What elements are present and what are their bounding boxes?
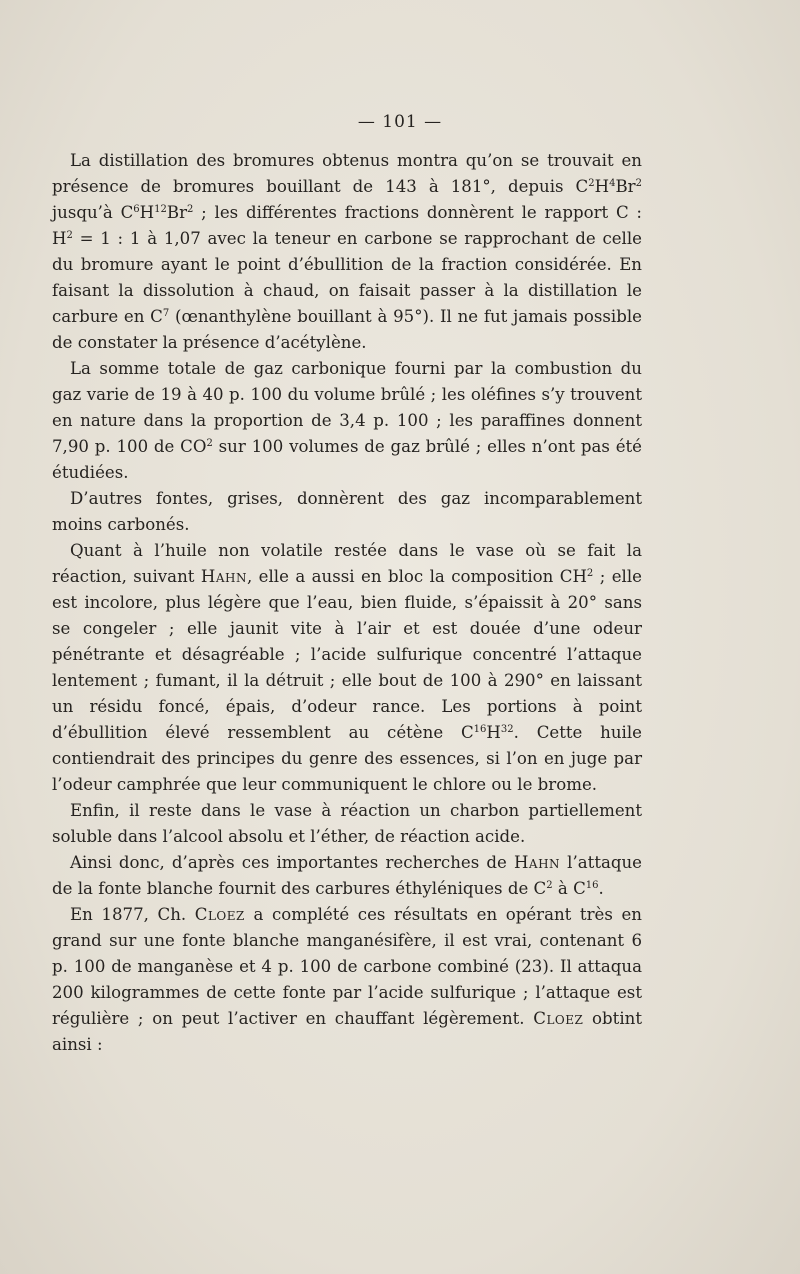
text-run: En 1877, Ch.	[70, 905, 195, 924]
text-run: obtint ainsi :	[52, 1009, 643, 1054]
page-number: — 101 —	[357, 112, 443, 132]
superscript: 2	[588, 178, 595, 189]
text-run: Br	[166, 203, 188, 222]
superscript: 32	[500, 724, 514, 735]
text-run: H	[594, 177, 610, 196]
author-name: Hahn	[200, 567, 247, 586]
superscript: 2	[546, 880, 553, 891]
text-run: .	[598, 879, 604, 898]
text-run: à C	[552, 879, 586, 898]
author-name: Cloez	[533, 1009, 584, 1028]
text-run: = 1 : 1 à 1,07 avec la teneur en carbone se rapprochant de celle du bromure ayant le point d’ébullition de la fraction considérée. En faisant la dissolution à chaud, on faisait passer à la distillation le carbure en C	[52, 229, 642, 326]
superscript: 2	[206, 438, 213, 449]
superscript: 16	[473, 724, 487, 735]
superscript: 2	[66, 230, 73, 241]
paragraph	[52, 538, 642, 798]
superscript: 4	[609, 178, 616, 189]
paragraph	[52, 486, 642, 538]
text-run: sur 100 volumes de gaz brûlé ; elles n’ont pas été étudiées.	[52, 437, 643, 482]
superscript: 2	[635, 178, 642, 189]
paragraph	[52, 356, 642, 486]
text-run: Enfin, il reste dans le vase à réaction un charbon partiellement soluble dans l’alcool absolu et l’éther, de réaction acide.	[52, 801, 642, 846]
text-run: ; elle est incolore, plus légère que l’eau, bien fluide, s’épaissit à 20° sans se congeler ; elle jaunit vite à l’air et est douée d’une odeur pénétrante et désagréable ; l’acide sulfurique concentré l’attaque lentement ; fumant, il la détruit ; elle bout de 100 à 290° en laissant un résidu foncé, épais, d’odeur rance. Les portions à point d’ébullition élevé ressemblent au cétène C	[52, 567, 642, 742]
superscript: 2	[586, 568, 594, 579]
superscript: 2	[187, 204, 194, 215]
superscript: 16	[585, 880, 599, 891]
text-run: l’attaque de la fonte blanche fournit des carbures éthyléniques de C	[52, 853, 643, 898]
superscript: 6	[133, 204, 140, 215]
text-run: La somme totale de gaz carbonique fourni par la combustion du gaz varie de 19 à 40 p. 100 du volume brûlé ; les oléfines s’y trouvent en nature dans la proportion de 3,4 p. 100 ; les paraffines donnent 7,90 p. 100 de CO	[52, 359, 642, 456]
paragraph	[52, 902, 642, 1058]
text-run: ; les différentes fractions donnèrent le rapport C : H	[52, 203, 642, 248]
paragraph	[52, 148, 642, 356]
author-name: Cloez	[194, 905, 245, 924]
text-run: Quant à l’huile non volatile restée dans le vase où se fait la réaction, suivant	[52, 541, 642, 586]
superscript: 12	[154, 204, 167, 215]
text-run: Br	[615, 177, 636, 196]
text-run: (œnanthylène bouillant à 95°). Il ne fut jamais possible de constater la présence d’acétylène.	[52, 307, 642, 352]
text-run: D’autres fontes, grises, donnèrent des gaz incomparablement moins carbonés.	[52, 489, 642, 534]
text-run: H	[486, 723, 501, 742]
text-run: a complété ces résultats en opérant très en grand sur une fonte blanche manganésifère, il est vrai, contenant 6 p. 100 de manganèse et 4 p. 100 de carbone combiné (23). Il attaqua 200 kilogrammes de cette fonte par l’acide sulfurique ; l’attaque est régulière ; on peut l’activer en chauffant légèrement.	[52, 905, 642, 1028]
text-run: jusqu’à C	[52, 203, 134, 222]
text-run: H	[139, 203, 155, 222]
author-name: Hahn	[513, 853, 561, 872]
text-run: , elle a aussi en bloc la composition CH	[246, 567, 587, 586]
superscript: 7	[162, 308, 170, 319]
paragraph	[52, 850, 642, 902]
paragraph	[52, 798, 642, 850]
text-run: Ainsi donc, d’après ces importantes recherches de	[70, 853, 514, 872]
text-run: La distillation des bromures obtenus montra qu’on se trouvait en présence de bromures bouillant de 143 à 181°, depuis C	[52, 151, 642, 196]
body-text	[52, 148, 642, 1058]
text-run: . Cette huile contiendrait des principes du genre des essences, si l’on en juge par l’odeur camphrée que leur communiquent le chlore ou le brome.	[52, 723, 642, 794]
